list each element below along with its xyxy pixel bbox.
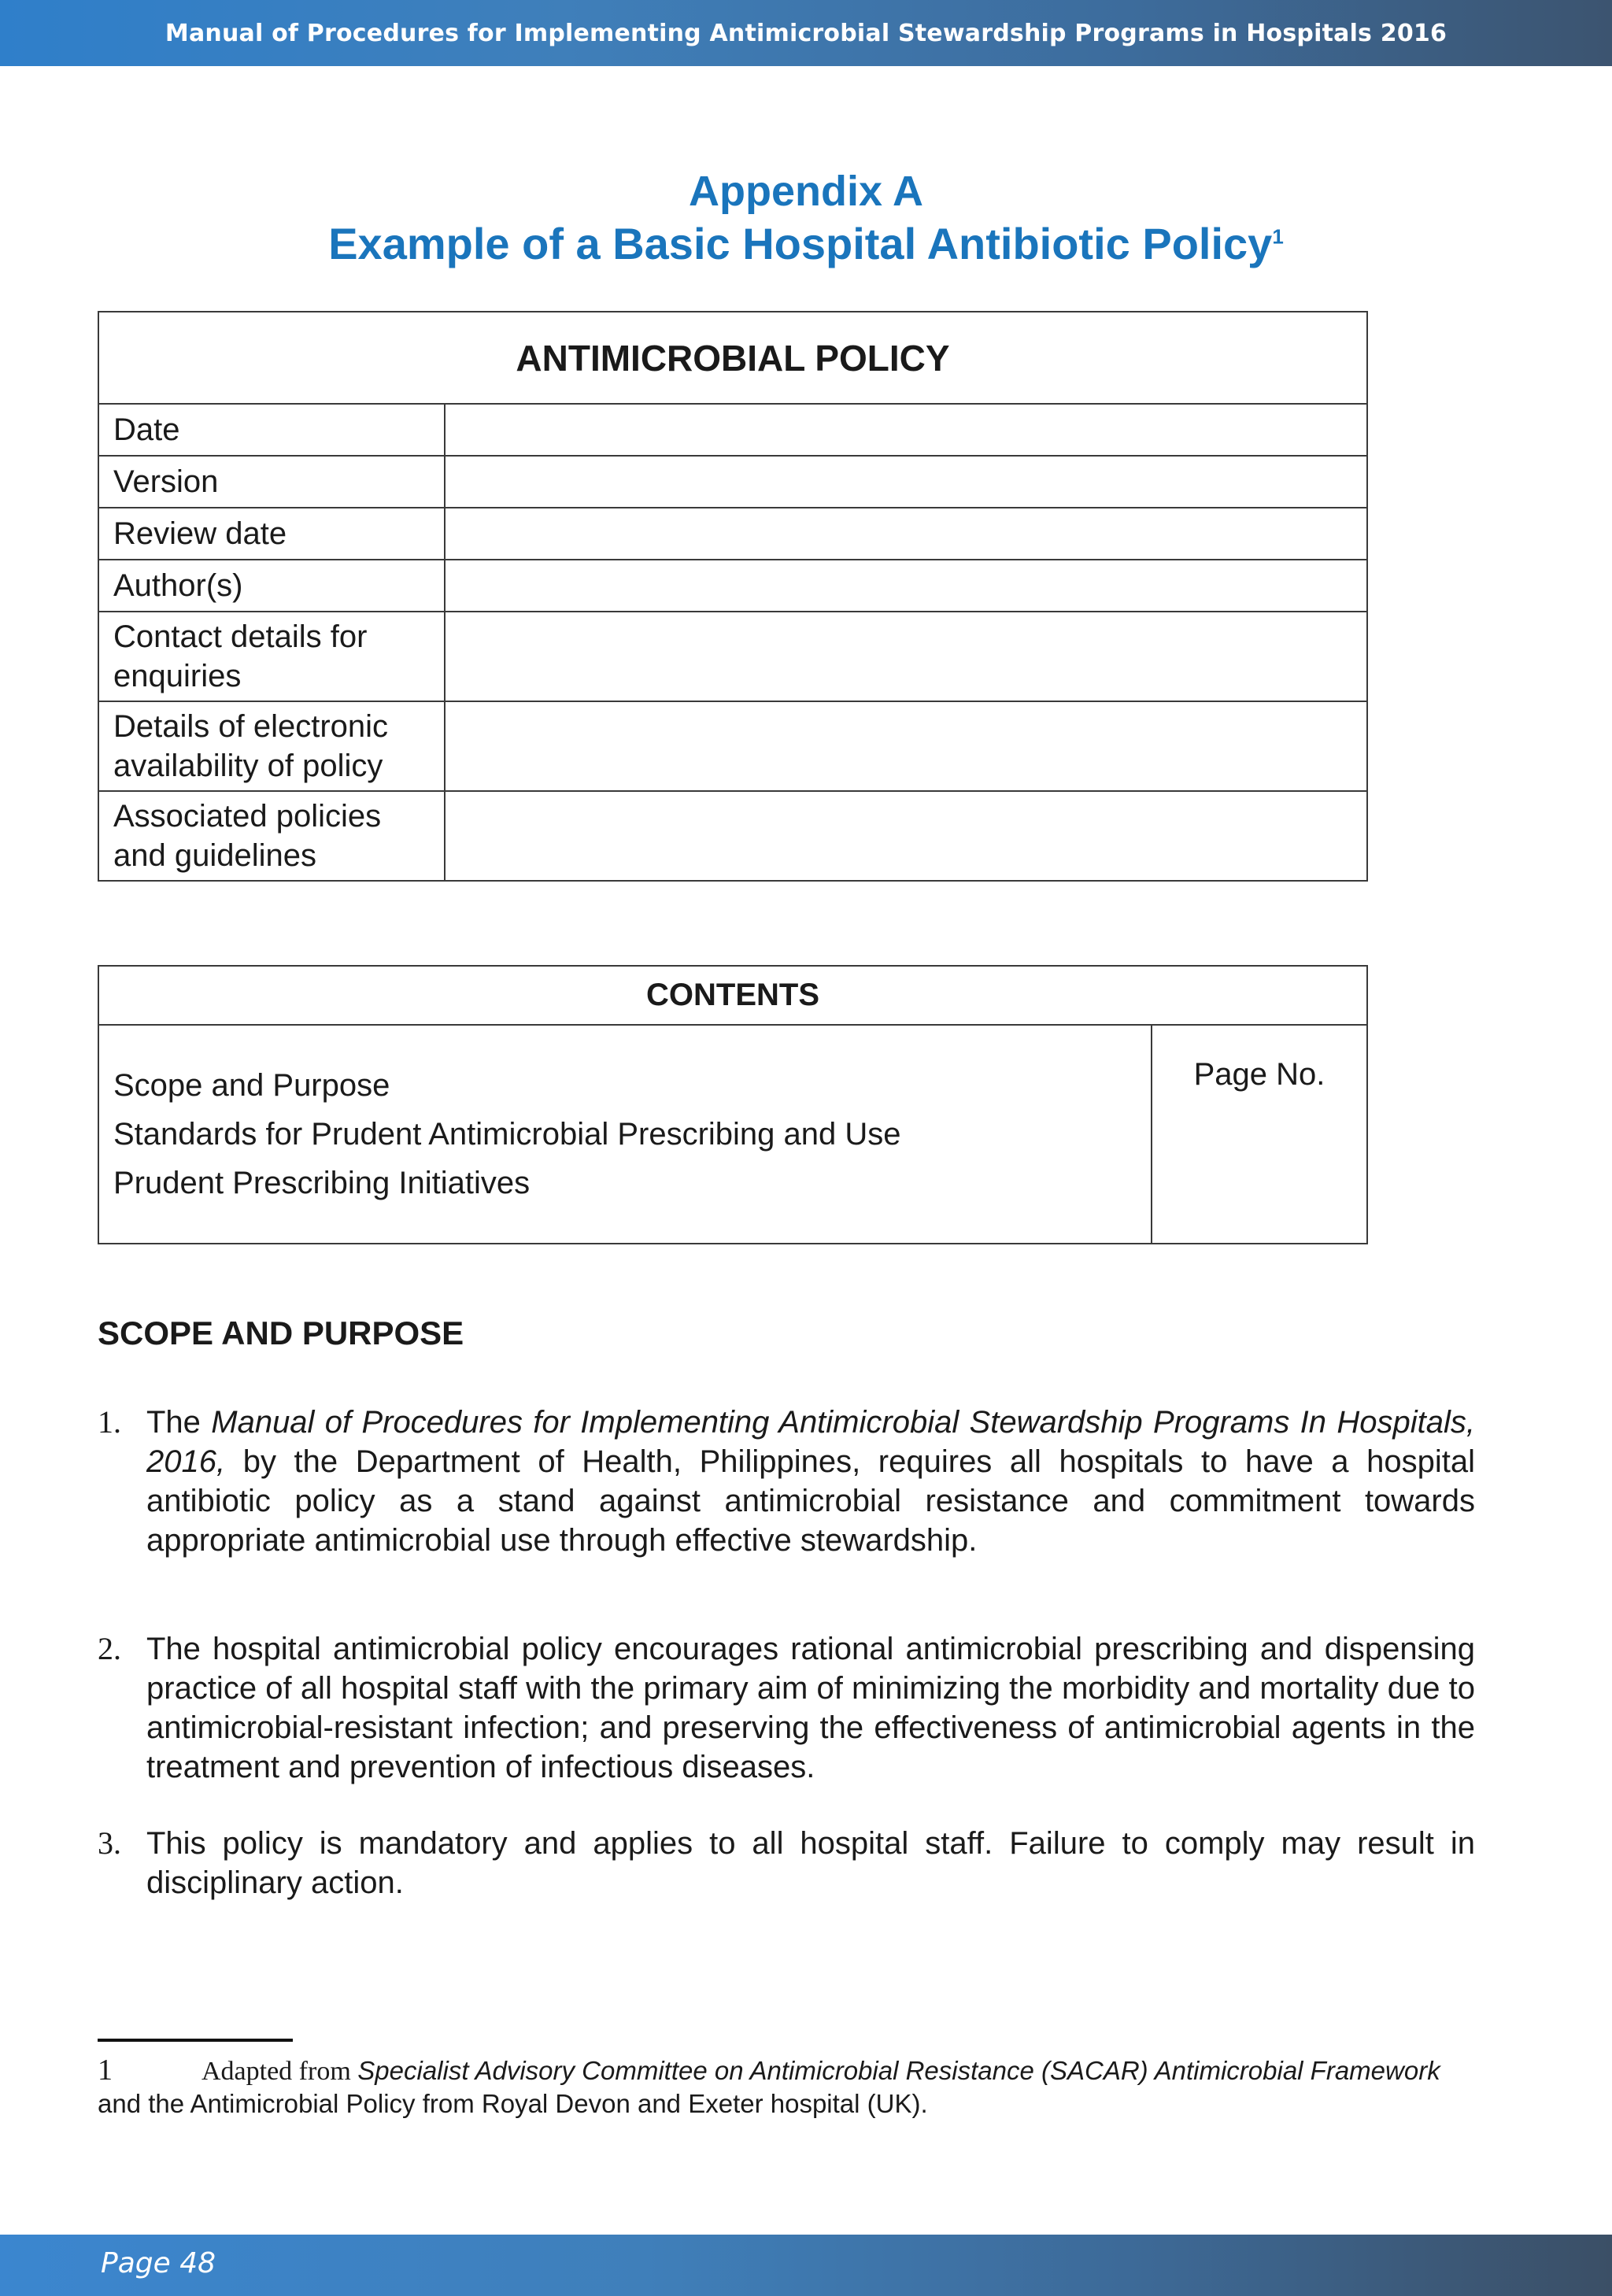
contents-body-row: [98, 1025, 1367, 1244]
footer-banner: [0, 2235, 1612, 2296]
paragraph-text: This policy is mandatory and applies to all hospital staff. Failure to comply may result in disciplinary action.: [146, 1826, 1475, 1900]
contents-head-row: [98, 966, 1367, 1025]
row-value-date: [445, 404, 1367, 456]
header-banner: [0, 0, 1612, 66]
row-value-electronic-availability: [445, 701, 1367, 791]
row-value-version: [445, 456, 1367, 508]
row-value-review-date: [445, 508, 1367, 560]
footnote-divider: [98, 2039, 293, 2042]
row-label-version: Version: [98, 456, 445, 508]
page-title-text: Example of a Basic Hospital Antibiotic Policy: [328, 219, 1273, 268]
contents-item-initiatives: Prudent Prescribing Initiatives: [113, 1166, 531, 1200]
list-number: 1.: [98, 1404, 121, 1440]
section-heading: SCOPE AND PURPOSE: [98, 1314, 464, 1351]
p1-rest: by the Department of Health, Philippines, requires all hospitals to have a hospital antibiotic policy as a stand against antimicrobial resistance and commitment towards appropriate antimicrobial use through effective stewardship.: [146, 1444, 1475, 1558]
table-row: [98, 508, 1367, 560]
footnote-italic: Specialist Advisory Committee on Antimicrobial Resistance (SACAR) Antimicrobial Framework: [357, 2056, 1440, 2085]
table-row: [98, 404, 1367, 456]
list-number: 2.: [98, 1631, 121, 1666]
page-no-label: Page No.: [1152, 1025, 1367, 1244]
header-title: Manual of Procedures for Implementing Antimicrobial Stewardship Programs in Hospitals 2016: [165, 19, 1447, 47]
row-value-associated-policies: [445, 791, 1367, 881]
page-number: Page 48: [101, 2247, 216, 2279]
contents-table: [98, 965, 1368, 1244]
policy-title-row: [98, 312, 1367, 404]
paragraph-3: [98, 1824, 1475, 1902]
table-row: [98, 456, 1367, 508]
contents-item-scope: Scope and Purpose: [113, 1068, 390, 1103]
contents-items: [98, 1025, 1152, 1244]
table-row: [98, 701, 1367, 791]
footnote-adapted: Adapted from: [202, 2057, 358, 2086]
paragraph-text: [146, 1403, 1475, 1560]
table-row: [98, 612, 1367, 701]
appendix-label: Appendix A: [688, 168, 923, 215]
paragraph-text: The hospital antimicrobial policy encourages rational antimicrobial prescribing and dispensing practice of all hospital staff with the primary aim of minimizing the morbidity and mortality due to antimicrobial-resistant infection; and preserving the effectiveness of antimicrobial agents in the treatment and prevention of infectious diseases.: [146, 1632, 1475, 1784]
row-label-review-date: Review date: [98, 508, 445, 560]
table-row: [98, 791, 1367, 881]
policy-title: ANTIMICROBIAL POLICY: [98, 312, 1367, 404]
footnote-rest: and the Antimicrobial Policy from Royal Devon and Exeter hospital (UK).: [98, 2089, 928, 2118]
page-title: [0, 218, 1612, 269]
contents-title: CONTENTS: [98, 966, 1367, 1025]
row-label-contact: Contact details for enquiries: [98, 612, 445, 701]
paragraph-1: [98, 1403, 1475, 1560]
paragraph-2: [98, 1629, 1475, 1787]
row-label-electronic-availability: Details of electronic availability of policy: [98, 701, 445, 791]
row-label-authors: Author(s): [98, 560, 445, 612]
contents-item-standards: Standards for Prudent Antimicrobial Prescribing and Use: [113, 1117, 901, 1152]
table-row: [98, 560, 1367, 612]
p1-italic-title: Manual of Procedures for Implementing Antimicrobial Stewardship Programs In Hospitals, 2016,: [146, 1405, 1475, 1479]
row-value-authors: [445, 560, 1367, 612]
policy-table: [98, 311, 1368, 882]
row-label-date: Date: [98, 404, 445, 456]
row-value-contact: [445, 612, 1367, 701]
row-label-associated-policies: Associated policies and guidelines: [98, 791, 445, 881]
footnote-number: 1: [98, 2054, 113, 2087]
p1-lead: The: [146, 1405, 212, 1440]
footnote: [98, 2054, 1507, 2120]
title-footnote-marker: 1: [1272, 224, 1284, 249]
list-number: 3.: [98, 1825, 121, 1861]
